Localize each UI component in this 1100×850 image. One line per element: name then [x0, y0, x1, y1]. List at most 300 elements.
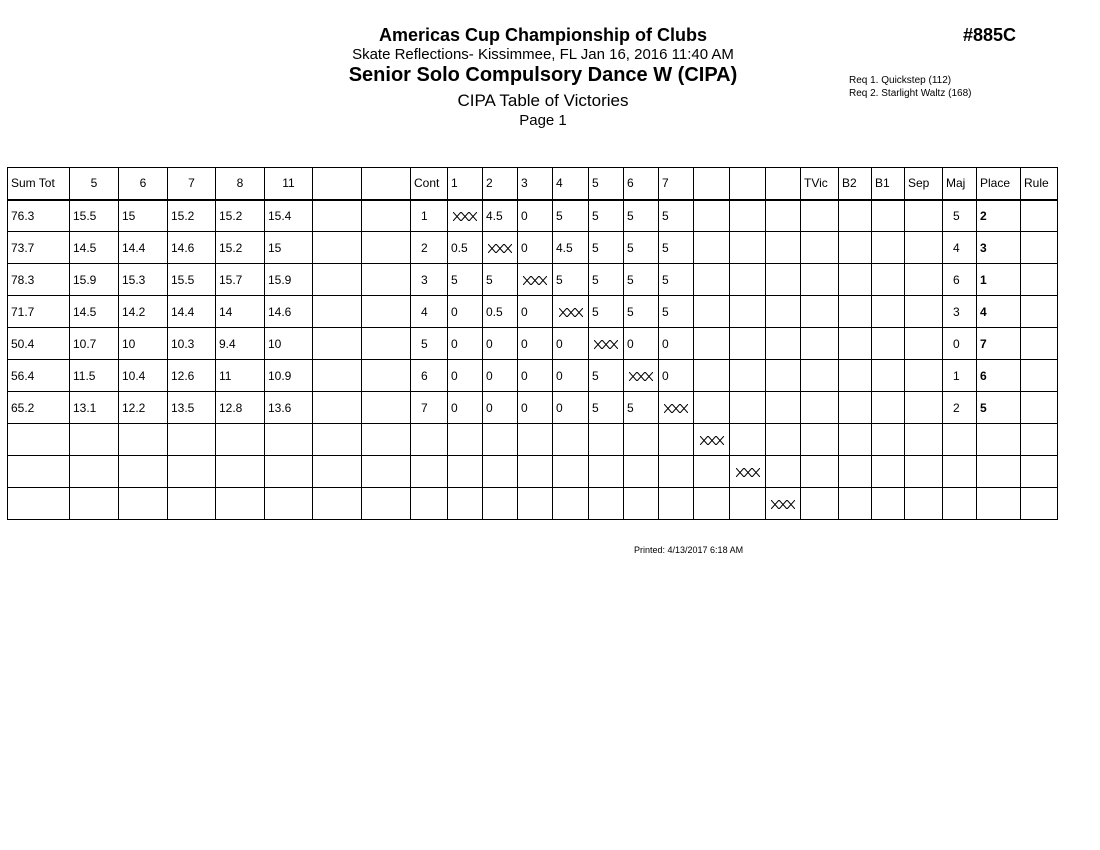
- table-cell: [1021, 296, 1058, 328]
- column-header: [766, 168, 801, 200]
- printed-timestamp: Printed: 4/13/2017 6:18 AM: [634, 545, 744, 555]
- table-cell: [872, 424, 905, 456]
- table-cell: 2: [977, 200, 1021, 232]
- table-cell: 0: [553, 392, 589, 424]
- table-cell: [839, 232, 872, 264]
- table-cell: 0: [553, 360, 589, 392]
- table-cell: [1021, 232, 1058, 264]
- cross-mark: [659, 392, 694, 424]
- column-header: 2: [483, 168, 518, 200]
- table-cell: 65.2: [8, 392, 70, 424]
- table-cell: [766, 456, 801, 488]
- table-cell: [313, 424, 362, 456]
- table-cell: [801, 456, 839, 488]
- table-cell: [313, 328, 362, 360]
- table-cell: [553, 456, 589, 488]
- event-name: Senior Solo Compulsory Dance W (CIPA): [348, 64, 738, 86]
- column-header: [694, 168, 730, 200]
- table-cell: [411, 456, 448, 488]
- table-cell: [766, 264, 801, 296]
- table-cell: 0: [518, 232, 553, 264]
- table-cell: 0: [448, 296, 483, 328]
- table-cell: [362, 200, 411, 232]
- table-cell: [801, 424, 839, 456]
- table-cell: 73.7: [8, 232, 70, 264]
- table-cell: [119, 488, 168, 520]
- table-cell: 13.6: [265, 392, 313, 424]
- table-cell: [411, 424, 448, 456]
- table-cell: [659, 424, 694, 456]
- table-cell: [518, 488, 553, 520]
- table-cell: [589, 488, 624, 520]
- table-cell: [905, 232, 943, 264]
- table-cell: [483, 424, 518, 456]
- table-cell: 15: [265, 232, 313, 264]
- table-cell: [872, 296, 905, 328]
- table-cell: 2: [943, 392, 977, 424]
- column-header: B2: [839, 168, 872, 200]
- table-cell: 15.4: [265, 200, 313, 232]
- table-cell: 5: [659, 232, 694, 264]
- table-row: [8, 296, 1058, 328]
- table-cell: 15: [119, 200, 168, 232]
- cross-mark: [766, 488, 801, 520]
- table-row: [8, 424, 1058, 456]
- table-cell: 10.3: [168, 328, 216, 360]
- table-cell: 15.9: [70, 264, 119, 296]
- table-cell: 14.4: [119, 232, 168, 264]
- table-cell: [730, 328, 766, 360]
- table-cell: [70, 456, 119, 488]
- table-cell: 6: [943, 264, 977, 296]
- table-cell: [839, 456, 872, 488]
- table-cell: 15.7: [216, 264, 265, 296]
- table-cell: [1021, 264, 1058, 296]
- table-cell: [265, 424, 313, 456]
- table-cell: 14: [216, 296, 265, 328]
- table-cell: [730, 232, 766, 264]
- table-cell: 0: [659, 328, 694, 360]
- table-cell: [839, 488, 872, 520]
- table-cell: [766, 328, 801, 360]
- table-cell: [448, 456, 483, 488]
- page-number: Page 1: [519, 112, 567, 129]
- column-header: 1: [448, 168, 483, 200]
- column-header: 7: [168, 168, 216, 200]
- table-cell: [766, 232, 801, 264]
- table-cell: [362, 424, 411, 456]
- column-header: B1: [872, 168, 905, 200]
- table-cell: 10.9: [265, 360, 313, 392]
- table-cell: 13.1: [70, 392, 119, 424]
- table-cell: [624, 456, 659, 488]
- table-cell: [483, 456, 518, 488]
- table-cell: [872, 264, 905, 296]
- table-cell: 10.4: [119, 360, 168, 392]
- table-cell: 14.2: [119, 296, 168, 328]
- table-cell: [362, 328, 411, 360]
- table-cell: [730, 264, 766, 296]
- table-cell: 5: [624, 264, 659, 296]
- table-cell: 6: [411, 360, 448, 392]
- table-cell: [1021, 392, 1058, 424]
- table-cell: 5: [624, 392, 659, 424]
- table-cell: 14.6: [168, 232, 216, 264]
- table-cell: 5: [589, 392, 624, 424]
- column-header: [730, 168, 766, 200]
- table-cell: [905, 264, 943, 296]
- column-header: 5: [70, 168, 119, 200]
- table-cell: 71.7: [8, 296, 70, 328]
- table-cell: [905, 456, 943, 488]
- xxx-mark-icon: [523, 276, 547, 285]
- table-cell: 3: [943, 296, 977, 328]
- table-cell: [730, 488, 766, 520]
- table-cell: 7: [411, 392, 448, 424]
- table-cell: [168, 456, 216, 488]
- table-cell: 50.4: [8, 328, 70, 360]
- table-cell: 1: [943, 360, 977, 392]
- table-cell: [872, 200, 905, 232]
- table-cell: [448, 424, 483, 456]
- table-cell: [766, 360, 801, 392]
- table-cell: [872, 392, 905, 424]
- table-cell: [905, 488, 943, 520]
- table-cell: [483, 488, 518, 520]
- table-cell: [694, 488, 730, 520]
- table-row: [8, 264, 1058, 296]
- table-row: [8, 360, 1058, 392]
- table-cell: 0: [553, 328, 589, 360]
- table-cell: [1021, 360, 1058, 392]
- table-cell: 5: [943, 200, 977, 232]
- table-cell: [801, 488, 839, 520]
- table-cell: 15.5: [70, 200, 119, 232]
- table-cell: [905, 424, 943, 456]
- table-cell: 10.7: [70, 328, 119, 360]
- table-cell: 4: [943, 232, 977, 264]
- table-cell: [624, 488, 659, 520]
- table-cell: 13.5: [168, 392, 216, 424]
- table-cell: 5: [589, 232, 624, 264]
- table-cell: 5: [659, 200, 694, 232]
- table-row: [8, 392, 1058, 424]
- table-cell: [313, 488, 362, 520]
- table-row: [8, 200, 1058, 232]
- table-cell: 5: [624, 296, 659, 328]
- table-cell: [694, 232, 730, 264]
- table-cell: 5: [448, 264, 483, 296]
- table-cell: 0: [518, 392, 553, 424]
- table-header-row: [8, 168, 1058, 200]
- table-cell: 4.5: [553, 232, 589, 264]
- cross-mark: [553, 296, 589, 328]
- table-cell: 0: [483, 328, 518, 360]
- table-cell: 0.5: [483, 296, 518, 328]
- table-cell: [518, 456, 553, 488]
- table-cell: 3: [411, 264, 448, 296]
- table-cell: 5: [483, 264, 518, 296]
- column-header: 11: [265, 168, 313, 200]
- table-cell: 0: [518, 200, 553, 232]
- table-cell: 0: [483, 360, 518, 392]
- table-cell: 0: [448, 392, 483, 424]
- table-cell: [839, 328, 872, 360]
- table-cell: [730, 392, 766, 424]
- table-cell: 1: [977, 264, 1021, 296]
- table-row: [8, 456, 1058, 488]
- table-cell: 5: [659, 296, 694, 328]
- table-cell: [216, 456, 265, 488]
- table-cell: [801, 392, 839, 424]
- table-row: [8, 232, 1058, 264]
- table-cell: [659, 456, 694, 488]
- column-header: 4: [553, 168, 589, 200]
- table-cell: 5: [589, 360, 624, 392]
- table-cell: 4: [411, 296, 448, 328]
- column-header: 6: [624, 168, 659, 200]
- table-cell: [839, 264, 872, 296]
- victories-table: [7, 167, 1058, 520]
- table-cell: [589, 424, 624, 456]
- requirements-list: [849, 74, 971, 100]
- cross-mark: [624, 360, 659, 392]
- table-cell: [694, 456, 730, 488]
- table-cell: [730, 424, 766, 456]
- table-cell: [411, 488, 448, 520]
- table-cell: [313, 360, 362, 392]
- table-cell: 0: [483, 392, 518, 424]
- table-cell: 5: [659, 264, 694, 296]
- column-header: [313, 168, 362, 200]
- table-cell: [313, 264, 362, 296]
- table-cell: [362, 264, 411, 296]
- table-cell: [905, 392, 943, 424]
- table-cell: 14.6: [265, 296, 313, 328]
- requirement-item: Req 1. Quickstep (112): [849, 75, 952, 86]
- table-cell: [943, 424, 977, 456]
- table-cell: [801, 200, 839, 232]
- table-cell: 6: [977, 360, 1021, 392]
- table-cell: [313, 232, 362, 264]
- table-cell: 0.5: [448, 232, 483, 264]
- column-header: 8: [216, 168, 265, 200]
- column-header: Rule: [1021, 168, 1058, 200]
- table-cell: [905, 296, 943, 328]
- table-cell: [694, 392, 730, 424]
- table-cell: [1021, 328, 1058, 360]
- table-cell: [119, 424, 168, 456]
- cross-mark: [448, 200, 483, 232]
- table-cell: 0: [518, 360, 553, 392]
- table-cell: 5: [589, 200, 624, 232]
- table-cell: 3: [977, 232, 1021, 264]
- xxx-mark-icon: [488, 244, 512, 253]
- table-cell: [801, 232, 839, 264]
- table-cell: 14.5: [70, 232, 119, 264]
- table-cell: [730, 200, 766, 232]
- table-cell: [1021, 200, 1058, 232]
- table-cell: 15.5: [168, 264, 216, 296]
- table-cell: [362, 232, 411, 264]
- xxx-mark-icon: [453, 212, 477, 221]
- cross-mark: [483, 232, 518, 264]
- table-cell: [801, 296, 839, 328]
- table-cell: 14.4: [168, 296, 216, 328]
- table-cell: [8, 456, 70, 488]
- table-cell: [168, 488, 216, 520]
- table-cell: [839, 392, 872, 424]
- requirement-item: Req 2. Starlight Waltz (168): [849, 88, 972, 99]
- column-header: Sum Tot: [8, 168, 70, 200]
- table-cell: [801, 328, 839, 360]
- event-title: Americas Cup Championship of Clubs: [378, 25, 708, 45]
- table-cell: [362, 360, 411, 392]
- table-cell: 5: [553, 200, 589, 232]
- column-header: Place: [977, 168, 1021, 200]
- table-cell: 10: [119, 328, 168, 360]
- table-cell: [1021, 456, 1058, 488]
- table-cell: 78.3: [8, 264, 70, 296]
- table-cell: [839, 296, 872, 328]
- table-cell: [977, 488, 1021, 520]
- table-title: CIPA Table of Victories: [457, 91, 629, 110]
- table-cell: [694, 264, 730, 296]
- table-cell: [872, 328, 905, 360]
- table-cell: [313, 456, 362, 488]
- table-cell: 2: [411, 232, 448, 264]
- column-header: TVic: [801, 168, 839, 200]
- table-cell: [694, 360, 730, 392]
- table-cell: [313, 296, 362, 328]
- table-cell: [905, 360, 943, 392]
- table-cell: [589, 456, 624, 488]
- table-cell: 76.3: [8, 200, 70, 232]
- event-code: #885C: [963, 25, 1017, 45]
- table-cell: [694, 328, 730, 360]
- table-cell: [1021, 424, 1058, 456]
- table-cell: [839, 200, 872, 232]
- table-cell: 5: [553, 264, 589, 296]
- table-cell: [872, 456, 905, 488]
- table-cell: [801, 360, 839, 392]
- cross-mark: [694, 424, 730, 456]
- table-cell: 0: [624, 328, 659, 360]
- table-cell: [362, 392, 411, 424]
- column-header: 7: [659, 168, 694, 200]
- column-header: 5: [589, 168, 624, 200]
- table-cell: 12.2: [119, 392, 168, 424]
- venue-date-line: Skate Reflections- Kissimmee, FL Jan 16, 2016 11:40 AM: [352, 46, 734, 63]
- table-cell: [839, 424, 872, 456]
- table-cell: [943, 456, 977, 488]
- table-cell: 11.5: [70, 360, 119, 392]
- table-cell: [553, 424, 589, 456]
- table-cell: [553, 488, 589, 520]
- table-cell: 12.6: [168, 360, 216, 392]
- table-cell: [659, 488, 694, 520]
- table-cell: 4.5: [483, 200, 518, 232]
- column-header: Maj: [943, 168, 977, 200]
- column-header: 6: [119, 168, 168, 200]
- table-cell: 15.3: [119, 264, 168, 296]
- xxx-mark-icon: [700, 436, 724, 445]
- table-cell: [730, 296, 766, 328]
- table-cell: 0: [943, 328, 977, 360]
- table-cell: [362, 488, 411, 520]
- table-cell: [8, 424, 70, 456]
- table-cell: [801, 264, 839, 296]
- table-cell: 5: [977, 392, 1021, 424]
- table-cell: 0: [448, 360, 483, 392]
- table-cell: 5: [624, 200, 659, 232]
- table-cell: 0: [518, 296, 553, 328]
- table-cell: 15.2: [168, 200, 216, 232]
- table-cell: 5: [589, 296, 624, 328]
- table-cell: [872, 360, 905, 392]
- table-cell: [905, 328, 943, 360]
- table-cell: [119, 456, 168, 488]
- table-cell: [70, 488, 119, 520]
- cross-mark: [518, 264, 553, 296]
- table-cell: [265, 488, 313, 520]
- table-cell: [766, 392, 801, 424]
- table-cell: 10: [265, 328, 313, 360]
- xxx-mark-icon: [594, 340, 618, 349]
- table-cell: [265, 456, 313, 488]
- table-cell: [943, 488, 977, 520]
- table-cell: [977, 456, 1021, 488]
- table-cell: 9.4: [216, 328, 265, 360]
- xxx-mark-icon: [664, 404, 688, 413]
- table-cell: [518, 424, 553, 456]
- table-cell: [168, 424, 216, 456]
- table-cell: 15.2: [216, 200, 265, 232]
- table-cell: 12.8: [216, 392, 265, 424]
- table-cell: [624, 424, 659, 456]
- table-cell: 11: [216, 360, 265, 392]
- cross-mark: [589, 328, 624, 360]
- table-cell: 15.9: [265, 264, 313, 296]
- table-cell: [872, 488, 905, 520]
- table-cell: [872, 232, 905, 264]
- table-cell: [905, 200, 943, 232]
- table-cell: [216, 424, 265, 456]
- table-cell: [313, 200, 362, 232]
- table-cell: [766, 296, 801, 328]
- table-cell: [216, 488, 265, 520]
- xxx-mark-icon: [736, 468, 760, 477]
- xxx-mark-icon: [629, 372, 653, 381]
- column-header: [362, 168, 411, 200]
- table-cell: [313, 392, 362, 424]
- table-cell: [766, 200, 801, 232]
- table-cell: 5: [411, 328, 448, 360]
- table-cell: [8, 488, 70, 520]
- table-cell: 5: [624, 232, 659, 264]
- table-cell: [694, 296, 730, 328]
- table-cell: 0: [448, 328, 483, 360]
- xxx-mark-icon: [559, 308, 583, 317]
- table-cell: 15.2: [216, 232, 265, 264]
- table-cell: 14.5: [70, 296, 119, 328]
- table-cell: 1: [411, 200, 448, 232]
- table-cell: [730, 360, 766, 392]
- cross-mark: [730, 456, 766, 488]
- table-cell: [1021, 488, 1058, 520]
- table-cell: [448, 488, 483, 520]
- table-cell: 56.4: [8, 360, 70, 392]
